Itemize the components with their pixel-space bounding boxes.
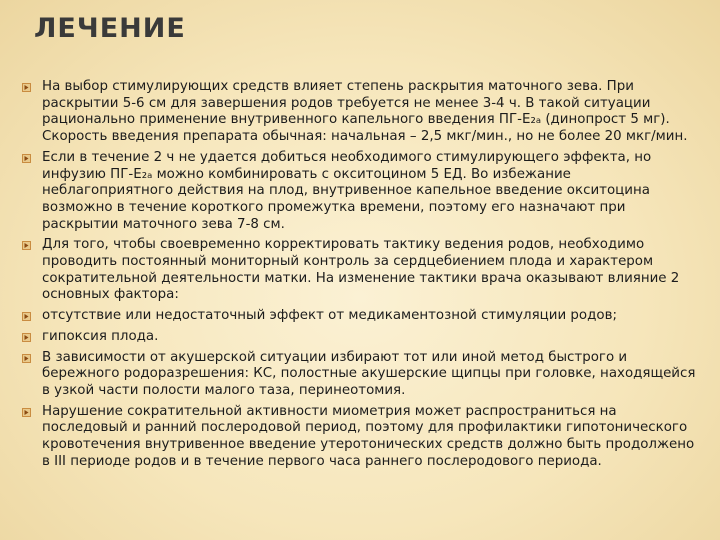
arrow-bullet-icon: [22, 154, 31, 163]
arrow-bullet-icon: [22, 408, 31, 417]
list-item: [22, 404, 706, 471]
list-item: [22, 150, 706, 234]
arrow-bullet-icon: [22, 83, 31, 92]
bullet-list: [22, 79, 706, 474]
bullet-text: гипоксия плода.: [42, 328, 159, 344]
list-item: [22, 237, 706, 304]
list-item: [22, 350, 706, 400]
bullet-text: Нарушение сократительной активности миометрия может распространиться на последовый и ранний послеродовой период, поэтому для профилактики гипотонического кровотечения внутривенное введение утеротонических средств должно быть продолжено в III периоде родов и в течение первого часа раннего послеродового периода.: [42, 403, 695, 469]
list-item: [22, 308, 706, 325]
list-item: [22, 329, 706, 346]
slide-title: ЛЕЧЕНИЕ: [34, 13, 186, 44]
bullet-text: отсутствие или недостаточный эффект от медикаментозной стимуляции родов;: [42, 308, 617, 324]
bullet-text: Для того, чтобы своевременно корректировать тактику ведения родов, необходимо проводить постоянный мониторный контроль за сердцебиением плода и характером сократительной деятельности матки. На изменение тактики врача оказывают влияние 2 основных фактора:: [42, 237, 680, 303]
arrow-bullet-icon: [22, 241, 31, 250]
arrow-bullet-icon: [22, 333, 31, 342]
arrow-bullet-icon: [22, 354, 31, 363]
bullet-text: На выбор стимулирующих средств влияет степень раскрытия маточного зева. При раскрытии 5-6 см для завершения родов требуется не менее 3-4 ч. В такой ситуации рационально применение внутривенного капельного введения ПГ-Е₂ₐ (динопрост 5 мг). Скорость введения препарата обычная: начальная – 2,5 мкг/мин., но не более 20 мкг/мин.: [42, 79, 688, 145]
bullet-text: Если в течение 2 ч не удается добиться необходимого стимулирующего эффекта, но инфузию ПГ-Е₂ₐ можно комбинировать с окситоцином 5 ЕД. Во избежание неблагоприятного действия на плод, внутривенное капельное введение окситоцина возможно в течение короткого промежутка времени, поэтому его назначают при раскрытии маточного зева 7-8 см.: [42, 149, 652, 232]
arrow-bullet-icon: [22, 312, 31, 321]
list-item: [22, 79, 706, 146]
bullet-text: В зависимости от акушерской ситуации избирают тот или иной метод быстрого и бережного родоразрешения: КС, полостные акушерские щипцы при головке, находящейся в узкой части полости малого таза, перинеотомия.: [42, 349, 696, 398]
